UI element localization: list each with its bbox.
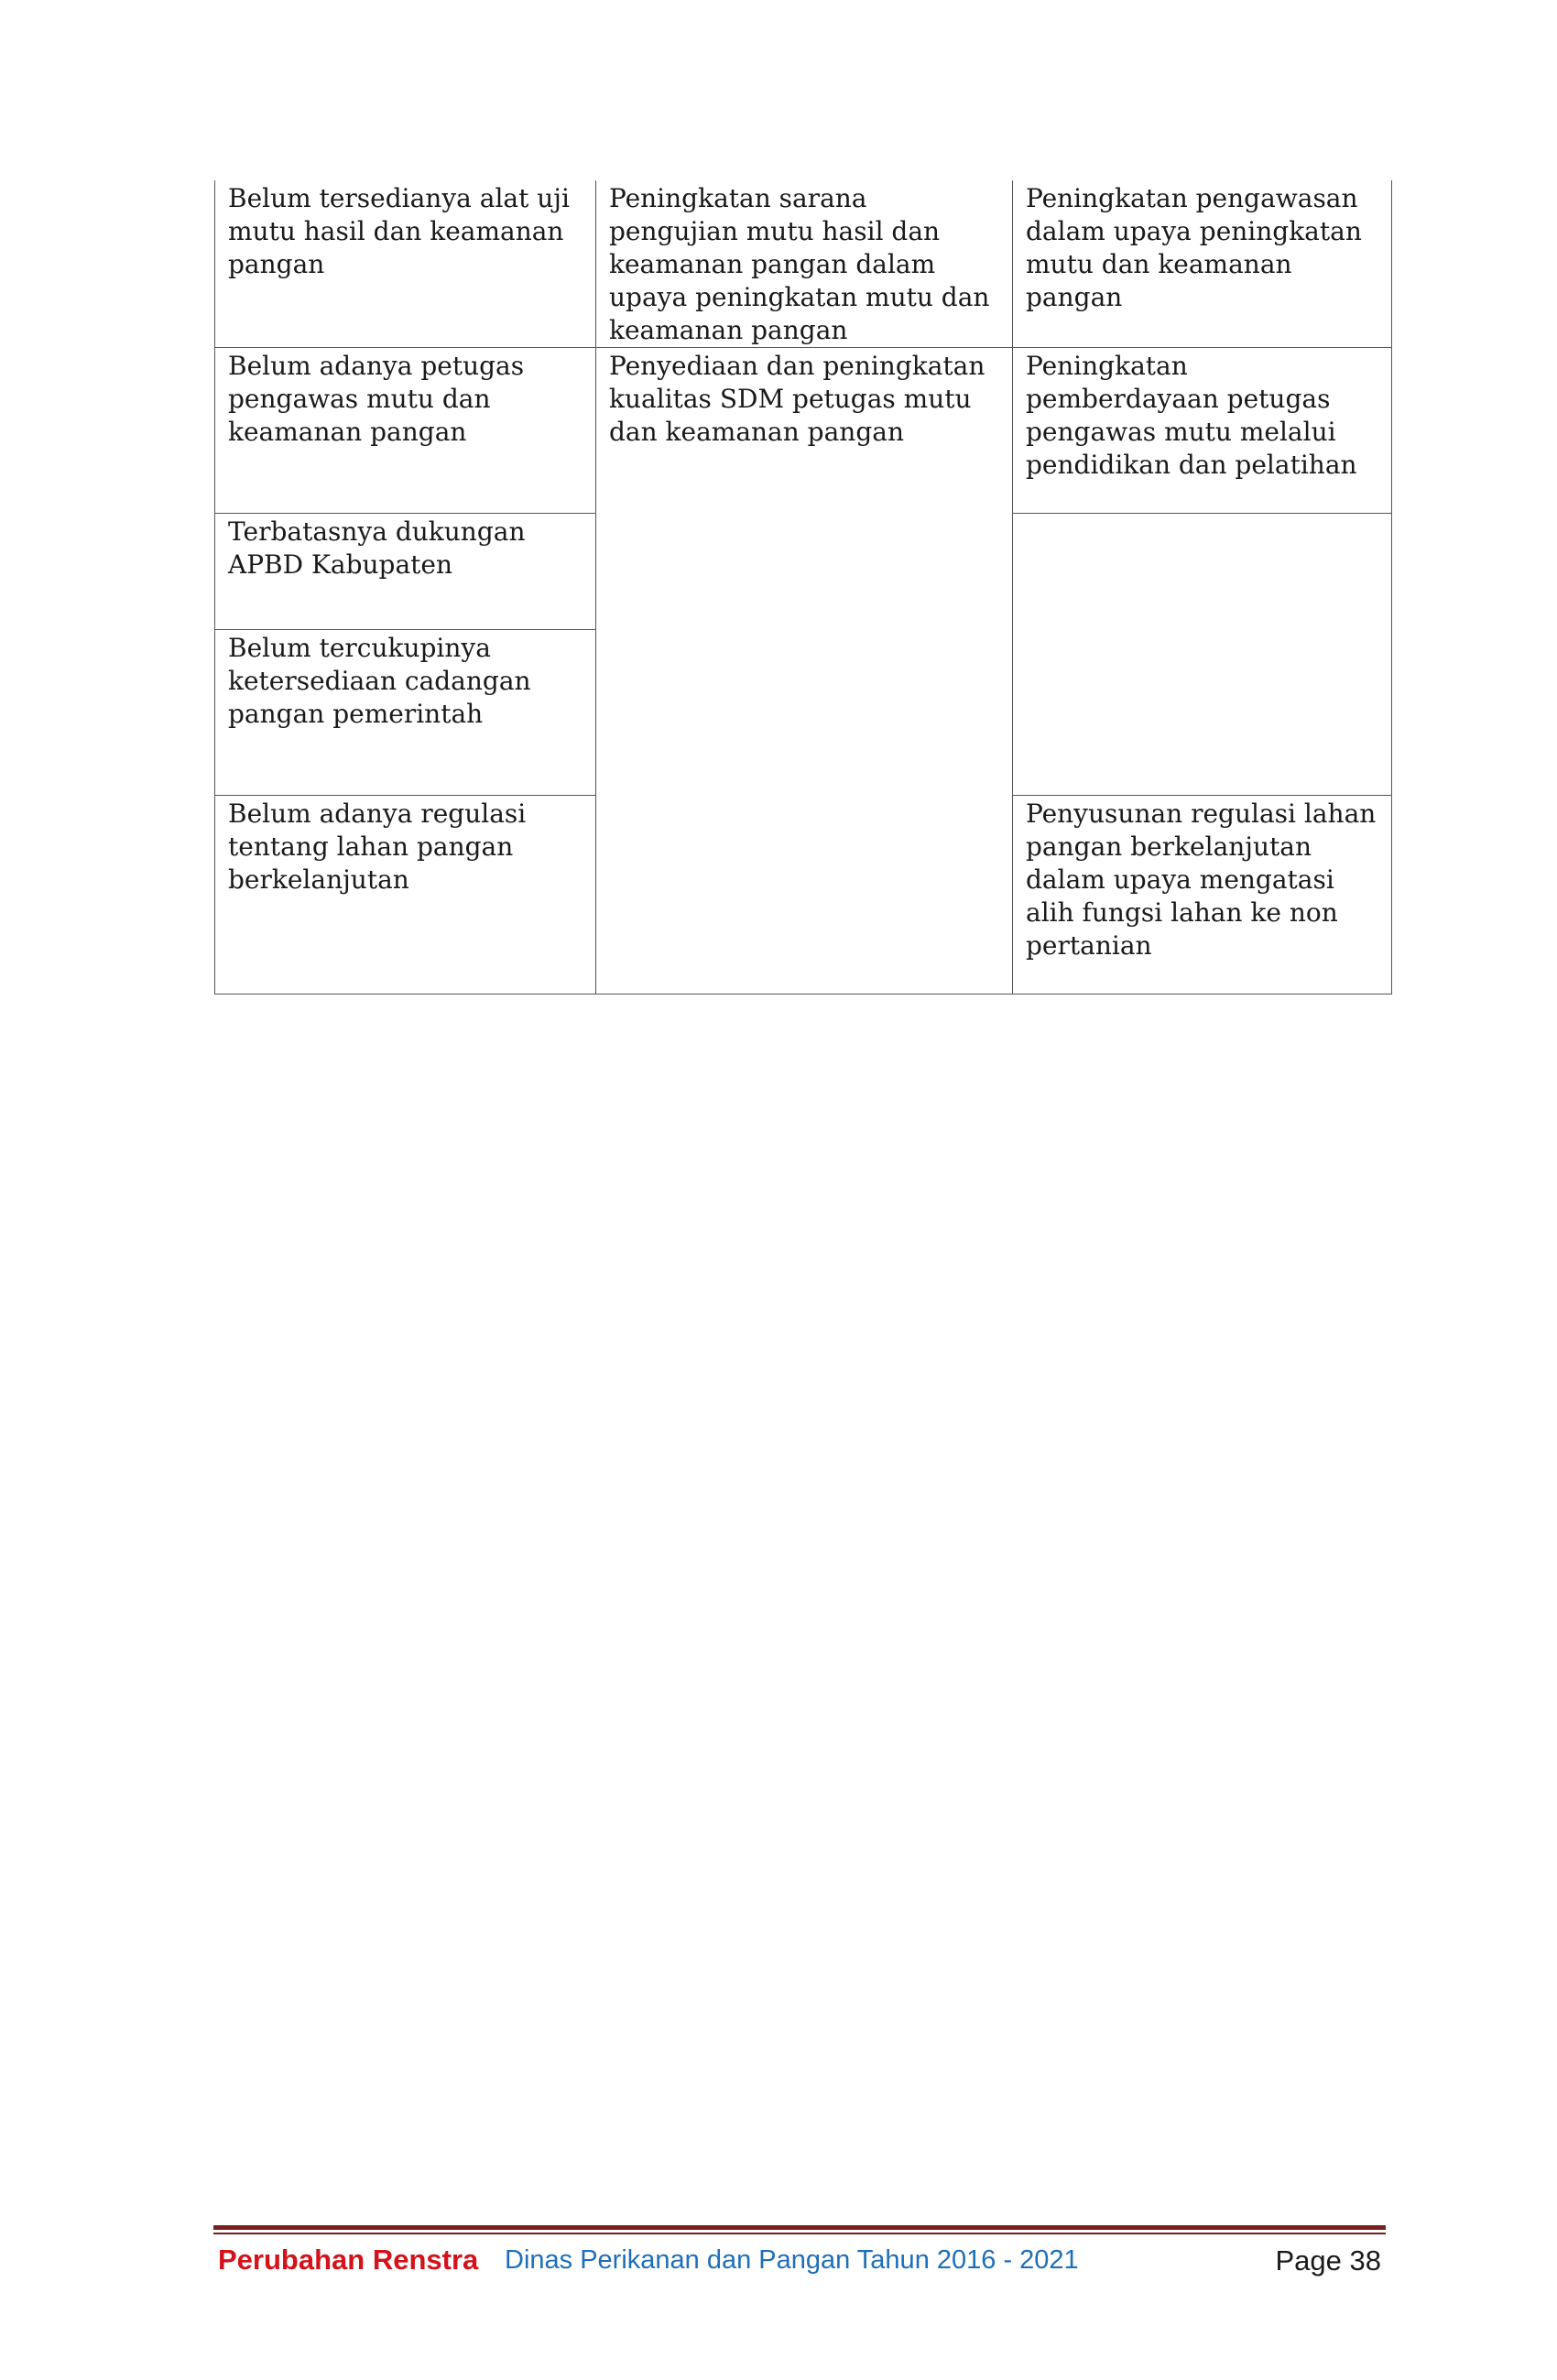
problem-cell: Terbatasnya dukungan APBD Kabupaten (215, 514, 596, 630)
problem-cell: Belum tersedianya alat uji mutu hasil dan keamanan pangan (215, 180, 596, 348)
problem-cell: Belum adanya regulasi tentang lahan pangan berkelanjutan (215, 796, 596, 994)
footer-row (213, 2244, 1386, 2282)
problem-cell: Belum tercukupinya ketersediaan cadangan pangan pemerintah (215, 630, 596, 796)
footer-subtitle: Dinas Perikanan dan Pangan Tahun 2016 - 2021 (505, 2245, 1079, 2275)
strategy-table (214, 180, 1392, 994)
footer-rule-thin (213, 2233, 1386, 2234)
problem-cell: Belum adanya petugas pengawas mutu dan keamanan pangan (215, 348, 596, 514)
strategy-table-container (214, 180, 1391, 994)
table-row (215, 348, 1392, 514)
table-row (215, 180, 1392, 348)
page-footer (213, 2225, 1386, 2282)
policy-cell: Penyusunan regulasi lahan pangan berkelanjutan dalam upaya mengatasi alih fungsi lahan ke non pertanian (1013, 796, 1392, 994)
page-number: Page 38 (1275, 2244, 1381, 2277)
strategy-cell: Peningkatan sarana pengujian mutu hasil dan keamanan pangan dalam upaya peningkatan mutu dan keamanan pangan (596, 180, 1013, 348)
policy-cell: Peningkatan pemberdayaan petugas pengawas mutu melalui pendidikan dan pelatihan (1013, 348, 1392, 514)
policy-cell-empty (1013, 514, 1392, 796)
strategy-cell: Penyediaan dan peningkatan kualitas SDM petugas mutu dan keamanan pangan (596, 348, 1013, 994)
footer-brand: Perubahan Renstra (218, 2244, 479, 2276)
policy-cell: Peningkatan pengawasan dalam upaya peningkatan mutu dan keamanan pangan (1013, 180, 1392, 348)
